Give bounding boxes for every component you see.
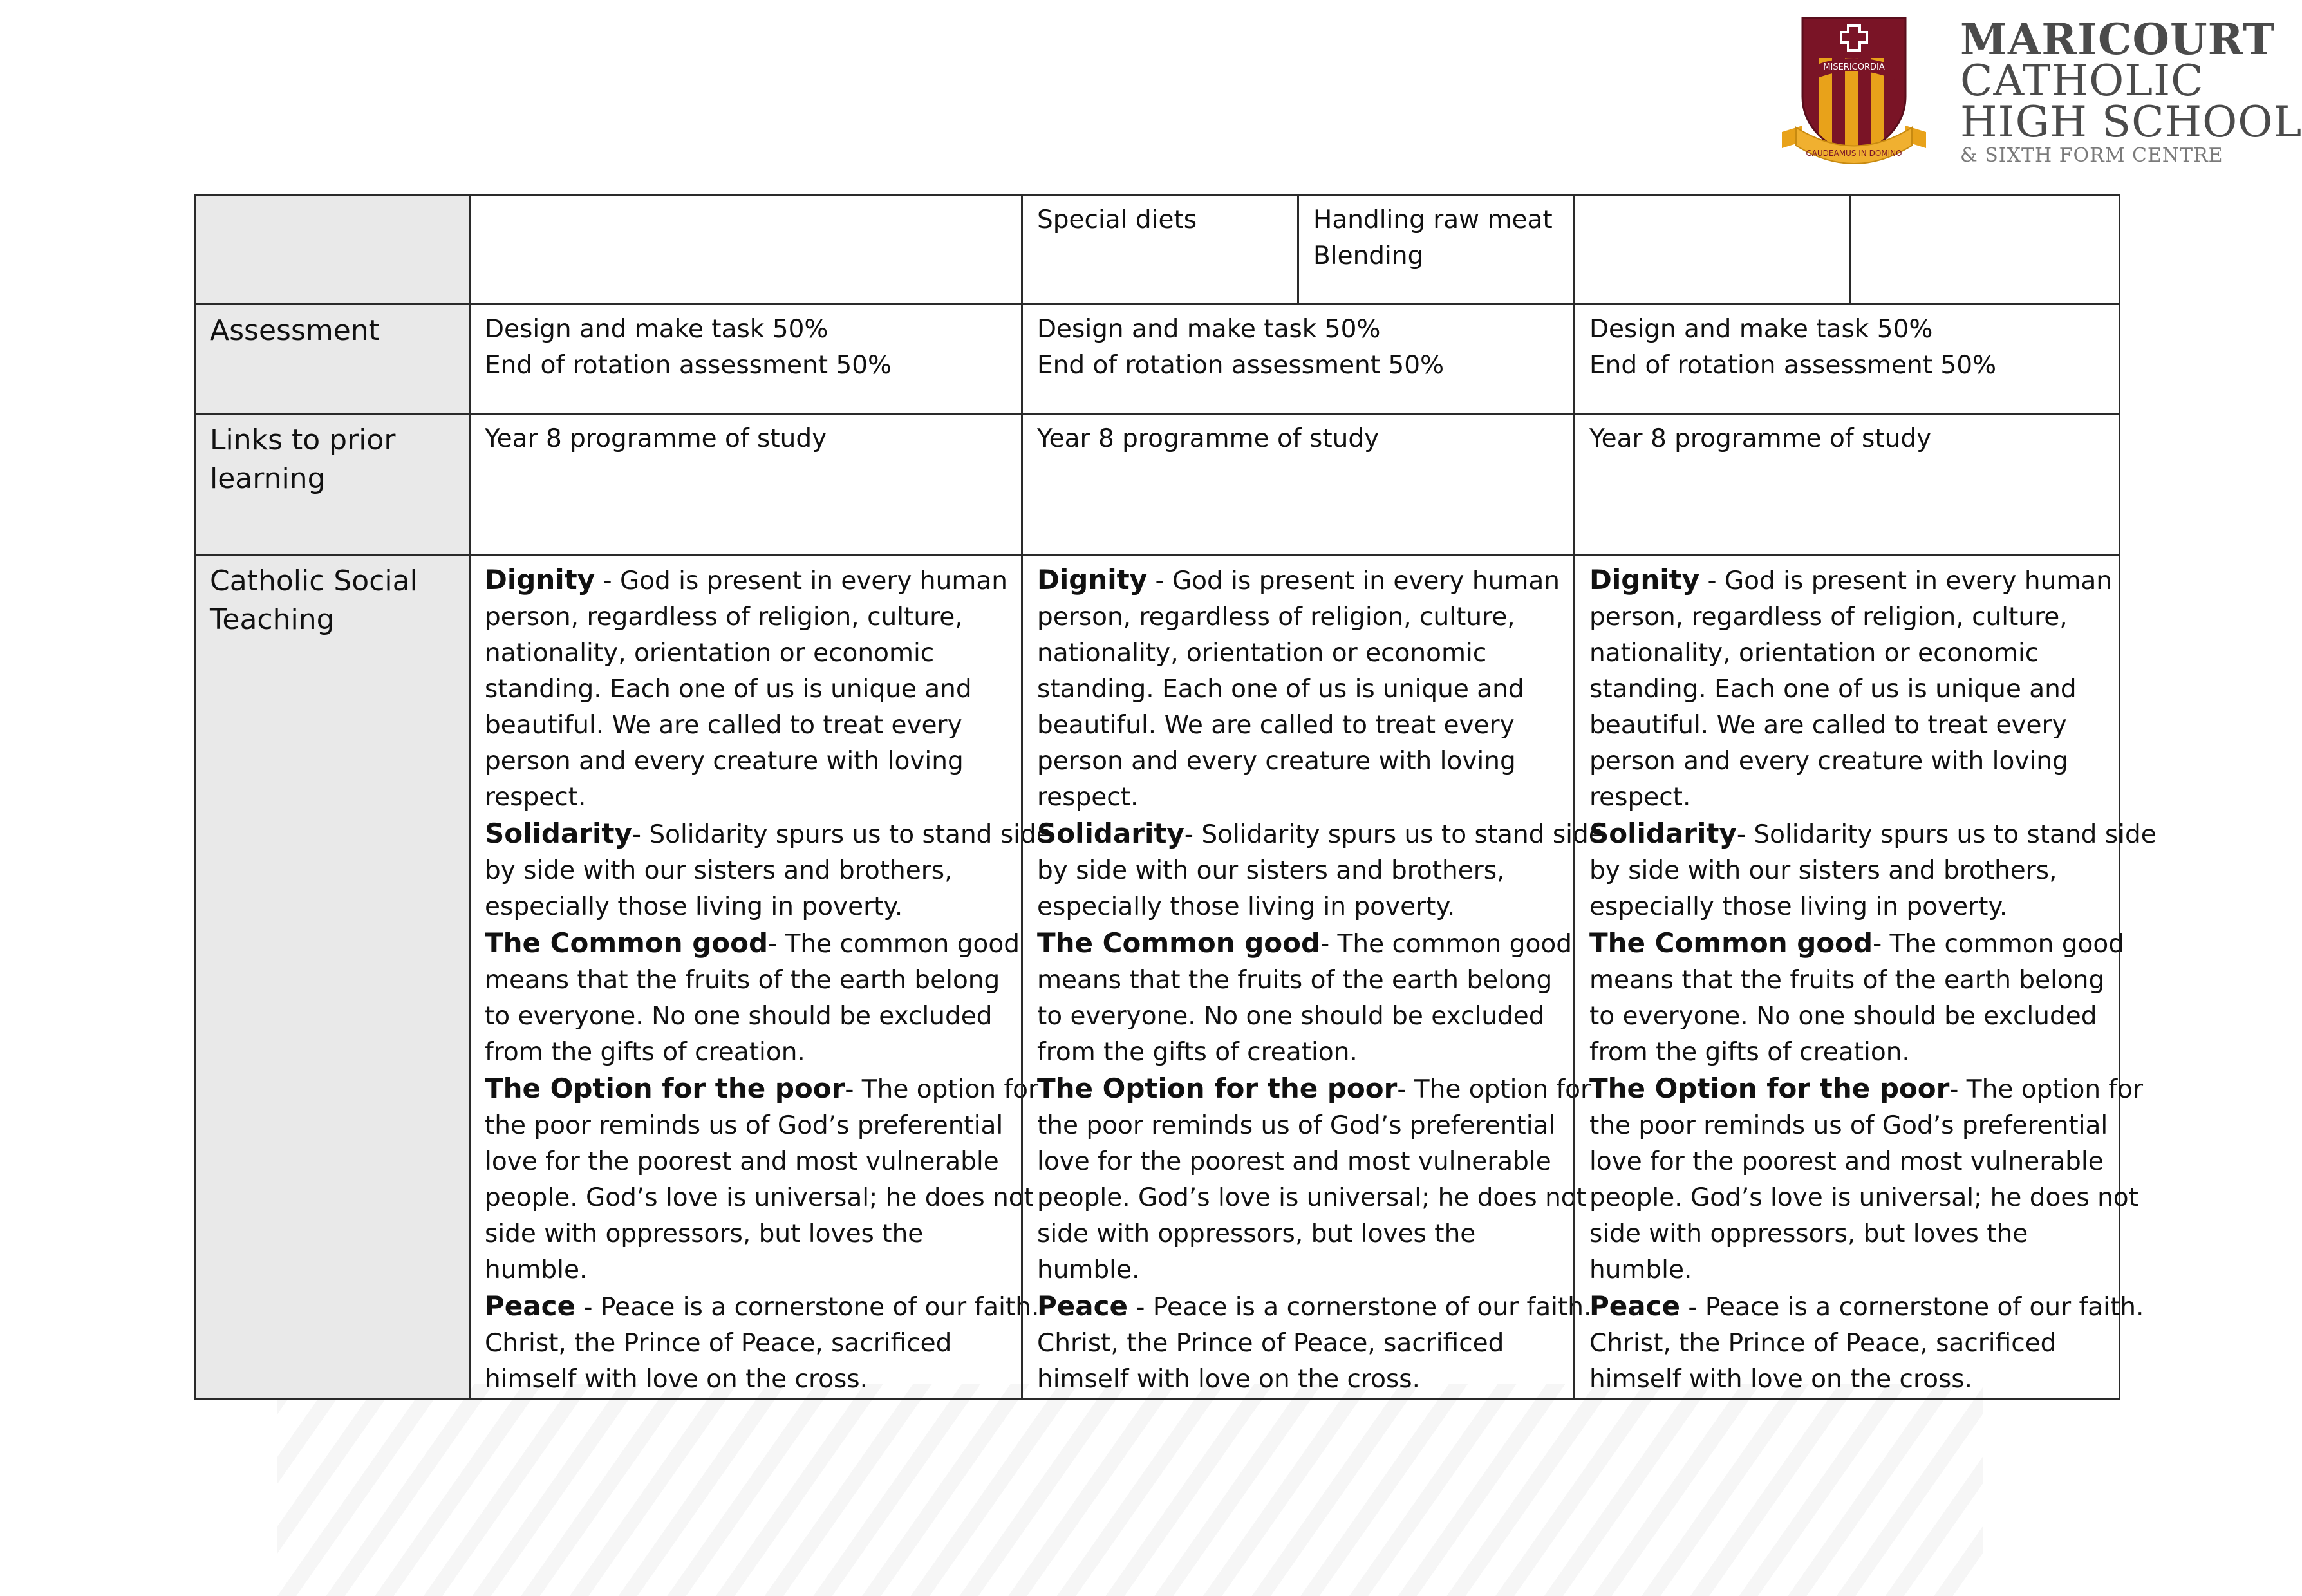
cst-dignity-text: standing. Each one of us is unique and: [485, 675, 972, 704]
assessment-line2: End of rotation assessment 50%: [1037, 351, 1445, 380]
cst-peace-line: [485, 1326, 1007, 1362]
assessment-line1: Design and make task 50%: [1037, 315, 1381, 344]
cst-dignity-text: standing. Each one of us is unique and: [1589, 675, 2077, 704]
cst-common-good-text: to everyone. No one should be excluded: [485, 1002, 993, 1031]
cst-solidarity-text: especially those living in poverty.: [485, 892, 903, 921]
blending-text: Blending: [1313, 241, 1424, 270]
cst-common-good-line: [1589, 1035, 2104, 1071]
prior-learning-label-line1: Links to prior: [210, 424, 396, 456]
curriculum-table: [194, 194, 2157, 1400]
cst-dignity-text: person, regardless of religion, culture,: [485, 603, 963, 632]
cst-common-good-line: [1037, 1035, 1559, 1071]
cst-solidarity-title: Solidarity: [1589, 818, 1737, 849]
prior-learning-text: Year 8 programme of study: [485, 424, 827, 453]
cst-dignity-line: [485, 635, 1007, 671]
table-row-top-col4: [1573, 194, 1851, 305]
cst-option-for-poor-line: [1589, 1071, 2144, 1108]
cst-solidarity-line: [1589, 853, 2104, 889]
cst-solidarity-paragraph: [1037, 816, 1604, 925]
cst-solidarity-title: Solidarity: [1037, 818, 1184, 849]
assessment-line2: End of rotation assessment 50%: [485, 351, 892, 380]
cst-peace-line: [1589, 1326, 2104, 1362]
cst-solidarity-text: - Solidarity spurs us to stand side: [1184, 820, 1604, 849]
cst-dignity-text: person, regardless of religion, culture,: [1037, 603, 1515, 632]
cst-peace-text: Christ, the Prince of Peace, sacrificed: [1037, 1329, 1504, 1358]
assessment-label: [194, 303, 471, 415]
assessment-label-text: Assessment: [210, 314, 380, 347]
cst-dignity-line: [485, 671, 1007, 708]
cst-common-good-text: means that the fruits of the earth belong: [1589, 966, 2105, 995]
cst-dignity-line: [1589, 562, 2112, 599]
cst-peace-text: himself with love on the cross.: [485, 1365, 868, 1394]
cst-solidarity-text: - Solidarity spurs us to stand side: [632, 820, 1052, 849]
table-row-top-col2: [1021, 194, 1299, 305]
cst-option-for-poor-text: humble.: [485, 1255, 588, 1284]
school-logo: [1777, 13, 2302, 174]
cst-common-good-line: [485, 999, 1007, 1035]
prior-learning-text: Year 8 programme of study: [1037, 424, 1380, 453]
cst-col: [469, 554, 1052, 1400]
cst-common-good-text: means that the fruits of the earth belong: [485, 966, 1000, 995]
cst-dignity-line: [485, 599, 1007, 635]
cst-common-good-paragraph: [1589, 925, 2124, 1071]
cst-peace-line: [1037, 1362, 1559, 1398]
cst-option-for-poor-text: humble.: [1037, 1255, 1140, 1284]
cst-dignity-text: respect.: [1037, 783, 1139, 812]
cst-common-good-line: [1589, 925, 2124, 962]
school-name-line4: & SIXTH FORM CENTRE: [1960, 144, 2223, 167]
table-row-top-col5: [1849, 194, 2120, 305]
cst-solidarity-line: [1037, 889, 1559, 925]
cst-peace-line: [1589, 1362, 2104, 1398]
cst-option-for-poor-text: humble.: [1589, 1255, 1692, 1284]
cst-option-for-poor-paragraph: [485, 1071, 1039, 1288]
cst-option-for-poor-text: - The option for: [1397, 1075, 1591, 1104]
cst-dignity-text: person and every creature with loving: [485, 747, 964, 776]
cst-dignity-text: nationality, orientation or economic: [485, 639, 935, 668]
cst-option-for-poor-text: people. God’s love is universal; he does not: [1037, 1183, 1586, 1212]
cst-peace-line: [1037, 1326, 1559, 1362]
cst-option-for-poor-text: love for the poorest and most vulnerable: [1037, 1147, 1551, 1176]
cst-option-for-poor-line: [485, 1216, 1007, 1252]
cst-solidarity-text: - Solidarity spurs us to stand side: [1736, 820, 2157, 849]
cst-dignity-text: person, regardless of religion, culture,: [1589, 603, 2068, 632]
background-watermark: [277, 1384, 1983, 1596]
prior-learning-col1: [469, 413, 1023, 556]
cst-option-for-poor-paragraph: [1037, 1071, 1591, 1288]
cst-dignity-title: Dignity: [485, 564, 595, 596]
cst-dignity-line: [485, 708, 1007, 744]
cst-dignity-text: person and every creature with loving: [1589, 747, 2068, 776]
cst-dignity-text: beautiful. We are called to treat every: [485, 711, 962, 740]
cst-label-line2: Teaching: [210, 603, 335, 636]
cst-common-good-line: [1037, 925, 1572, 962]
cst-label-line1: Catholic Social: [210, 565, 418, 597]
cst-common-good-line: [1589, 962, 2104, 999]
cst-common-good-line: [485, 925, 1020, 962]
table-row-top-col3: [1297, 194, 1575, 305]
cst-common-good-text: - The common good: [1320, 930, 1572, 959]
cst-option-for-poor-line: [1037, 1180, 1586, 1216]
cst-option-for-poor-text: side with oppressors, but loves the: [1037, 1219, 1476, 1248]
cst-common-good-line: [1037, 962, 1559, 999]
cst-option-for-poor-text: side with oppressors, but loves the: [485, 1219, 924, 1248]
special-diets-text: Special diets: [1037, 205, 1197, 234]
cst-solidarity-line: [1589, 816, 2157, 853]
cst-common-good-text: to everyone. No one should be excluded: [1037, 1002, 1545, 1031]
cst-dignity-text: beautiful. We are called to treat every: [1037, 711, 1515, 740]
cst-common-good-text: from the gifts of creation.: [1589, 1038, 1910, 1067]
school-crest-icon: [1777, 13, 1931, 167]
cst-option-for-poor-text: love for the poorest and most vulnerable: [485, 1147, 999, 1176]
cst-solidarity-line: [1037, 853, 1559, 889]
cst-option-for-poor-text: the poor reminds us of God’s preferential: [1037, 1111, 1556, 1140]
cst-dignity-text: person and every creature with loving: [1037, 747, 1516, 776]
cst-dignity-line: [1037, 780, 1559, 816]
crest-scroll-text: GAUDEAMUS IN DOMINO: [1806, 149, 1902, 158]
assessment-line2: End of rotation assessment 50%: [1589, 351, 1997, 380]
cst-dignity-text: nationality, orientation or economic: [1589, 639, 2039, 668]
cst-dignity-line: [1589, 599, 2104, 635]
cst-option-for-poor-line: [1037, 1071, 1591, 1108]
cst-peace-line: [1589, 1288, 2144, 1326]
cst-dignity-text: - God is present in every human: [595, 567, 1007, 596]
cst-common-good-line: [485, 962, 1007, 999]
cst-label: [194, 554, 471, 1400]
cst-dignity-line: [1037, 562, 1559, 599]
cst-dignity-text: beautiful. We are called to treat every: [1589, 711, 2067, 740]
cst-solidarity-text: by side with our sisters and brothers,: [1037, 856, 1505, 885]
cst-dignity-text: respect.: [485, 783, 586, 812]
table-row-top-label: [194, 194, 471, 305]
cst-option-for-poor-text: people. God’s love is universal; he does not: [485, 1183, 1034, 1212]
cst-option-for-poor-text: - The option for: [1949, 1075, 2144, 1104]
cst-option-for-poor-text: people. God’s love is universal; he does not: [1589, 1183, 2138, 1212]
cst-peace-title: Peace: [485, 1290, 576, 1322]
prior-learning-label: [194, 413, 471, 556]
cst-option-for-poor-line: [1037, 1216, 1559, 1252]
cst-common-good-text: - The common good: [768, 930, 1020, 959]
cst-option-for-poor-text: the poor reminds us of God’s preferential: [485, 1111, 1004, 1140]
cst-common-good-title: The Common good: [485, 927, 769, 959]
assessment-col3: [1573, 303, 2120, 415]
cst-solidarity-text: especially those living in poverty.: [1589, 892, 2008, 921]
cst-dignity-line: [1037, 744, 1559, 780]
cst-common-good-title: The Common good: [1589, 927, 1873, 959]
cst-dignity-line: [1589, 635, 2104, 671]
cst-common-good-text: from the gifts of creation.: [485, 1038, 805, 1067]
cst-common-good-text: means that the fruits of the earth belong: [1037, 966, 1553, 995]
cst-common-good-paragraph: [485, 925, 1020, 1071]
cst-dignity-paragraph: [1589, 562, 2112, 816]
prior-learning-text: Year 8 programme of study: [1589, 424, 1932, 453]
handling-raw-meat-text: Handling raw meat: [1313, 205, 1553, 234]
school-name-line1: MARICOURT: [1960, 14, 2276, 64]
cst-dignity-paragraph: [485, 562, 1007, 816]
cst-common-good-text: from the gifts of creation.: [1037, 1038, 1358, 1067]
cst-dignity-title: Dignity: [1589, 564, 1700, 596]
cst-option-for-poor-line: [485, 1252, 1007, 1288]
cst-peace-text: - Peace is a cornerstone of our faith.: [1680, 1293, 2144, 1322]
cst-col: [1021, 554, 1604, 1400]
cst-dignity-line: [1589, 708, 2104, 744]
cst-peace-title: Peace: [1589, 1290, 1680, 1322]
cst-option-for-poor-line: [1589, 1108, 2108, 1144]
cst-peace-text: Christ, the Prince of Peace, sacrificed: [1589, 1329, 2057, 1358]
cst-option-for-poor-line: [1589, 1144, 2104, 1180]
cst-solidarity-text: especially those living in poverty.: [1037, 892, 1455, 921]
cst-solidarity-line: [485, 889, 1007, 925]
cst-dignity-line: [485, 780, 1007, 816]
prior-learning-label-line2: learning: [210, 462, 326, 495]
cst-solidarity-text: by side with our sisters and brothers,: [485, 856, 953, 885]
cst-option-for-poor-line: [1037, 1108, 1559, 1144]
cst-dignity-text: - God is present in every human: [1699, 567, 2112, 596]
cst-option-for-poor-line: [485, 1144, 1007, 1180]
prior-learning-col2: [1021, 413, 1575, 556]
cst-dignity-line: [1037, 671, 1559, 708]
cst-solidarity-paragraph: [485, 816, 1052, 925]
cst-option-for-poor-line: [1589, 1252, 2104, 1288]
assessment-line1: Design and make task 50%: [485, 315, 828, 344]
cst-peace-line: [1037, 1288, 1592, 1326]
cst-col: [1573, 554, 2157, 1400]
cst-common-good-text: to everyone. No one should be excluded: [1589, 1002, 2097, 1031]
cst-dignity-text: respect.: [1589, 783, 1691, 812]
cst-option-for-poor-line: [485, 1071, 1039, 1108]
cst-dignity-line: [1037, 599, 1559, 635]
cst-dignity-line: [485, 562, 1007, 599]
cst-option-for-poor-text: side with oppressors, but loves the: [1589, 1219, 2028, 1248]
cst-dignity-text: - God is present in every human: [1147, 567, 1560, 596]
school-name-line2: CATHOLIC: [1960, 56, 2204, 106]
cst-option-for-poor-text: love for the poorest and most vulnerable: [1589, 1147, 2104, 1176]
cst-dignity-text: nationality, orientation or economic: [1037, 639, 1487, 668]
cst-peace-line: [485, 1362, 1007, 1398]
cst-peace-text: Christ, the Prince of Peace, sacrificed: [485, 1329, 952, 1358]
cst-option-for-poor-line: [485, 1108, 1007, 1144]
cst-option-for-poor-title: The Option for the poor: [1037, 1073, 1398, 1104]
cst-option-for-poor-line: [1589, 1180, 2138, 1216]
cst-solidarity-line: [485, 816, 1052, 853]
cst-dignity-text: standing. Each one of us is unique and: [1037, 675, 1524, 704]
cst-peace-paragraph: [1589, 1288, 2144, 1398]
cst-solidarity-title: Solidarity: [485, 818, 632, 849]
cst-peace-text: himself with love on the cross.: [1589, 1365, 1973, 1394]
school-name-line3: HIGH SCHOOL: [1960, 97, 2302, 147]
cst-dignity-line: [1589, 744, 2104, 780]
cst-option-for-poor-text: the poor reminds us of God’s preferential: [1589, 1111, 2108, 1140]
cst-option-for-poor-line: [1589, 1216, 2104, 1252]
cst-option-for-poor-title: The Option for the poor: [1589, 1073, 1950, 1104]
crest-motto: MISERICORDIA: [1823, 62, 1885, 72]
cst-common-good-line: [1037, 999, 1559, 1035]
cst-dignity-line: [1589, 780, 2104, 816]
cst-common-good-title: The Common good: [1037, 927, 1321, 959]
assessment-col1: [469, 303, 1023, 415]
table-row-top-col1: [469, 194, 1023, 305]
cst-dignity-line: [1037, 708, 1559, 744]
cst-solidarity-line: [1037, 816, 1604, 853]
cst-peace-text: himself with love on the cross.: [1037, 1365, 1421, 1394]
cst-dignity-title: Dignity: [1037, 564, 1148, 596]
prior-learning-col3: [1573, 413, 2120, 556]
cst-solidarity-paragraph: [1589, 816, 2157, 925]
cst-solidarity-text: by side with our sisters and brothers,: [1589, 856, 2057, 885]
cst-option-for-poor-line: [485, 1180, 1034, 1216]
cst-option-for-poor-paragraph: [1589, 1071, 2144, 1288]
cst-peace-paragraph: [485, 1288, 1040, 1398]
cst-option-for-poor-text: - The option for: [845, 1075, 1039, 1104]
cst-peace-line: [485, 1288, 1040, 1326]
cst-peace-paragraph: [1037, 1288, 1592, 1398]
cst-common-good-line: [485, 1035, 1007, 1071]
assessment-line1: Design and make task 50%: [1589, 315, 1933, 344]
cst-peace-text: - Peace is a cornerstone of our faith.: [576, 1293, 1040, 1322]
cst-option-for-poor-line: [1037, 1252, 1559, 1288]
cst-peace-title: Peace: [1037, 1290, 1128, 1322]
cst-common-good-text: - The common good: [1873, 930, 2124, 959]
cst-option-for-poor-line: [1037, 1144, 1559, 1180]
cst-dignity-line: [1589, 671, 2104, 708]
cst-solidarity-line: [485, 853, 1007, 889]
cst-dignity-line: [485, 744, 1007, 780]
cst-common-good-paragraph: [1037, 925, 1572, 1071]
assessment-col2: [1021, 303, 1575, 415]
cst-option-for-poor-title: The Option for the poor: [485, 1073, 845, 1104]
cst-common-good-line: [1589, 999, 2104, 1035]
cst-peace-text: - Peace is a cornerstone of our faith.: [1128, 1293, 1592, 1322]
school-name: [1960, 13, 2302, 169]
cst-dignity-line: [1037, 635, 1559, 671]
cst-solidarity-line: [1589, 889, 2104, 925]
cst-dignity-paragraph: [1037, 562, 1559, 816]
